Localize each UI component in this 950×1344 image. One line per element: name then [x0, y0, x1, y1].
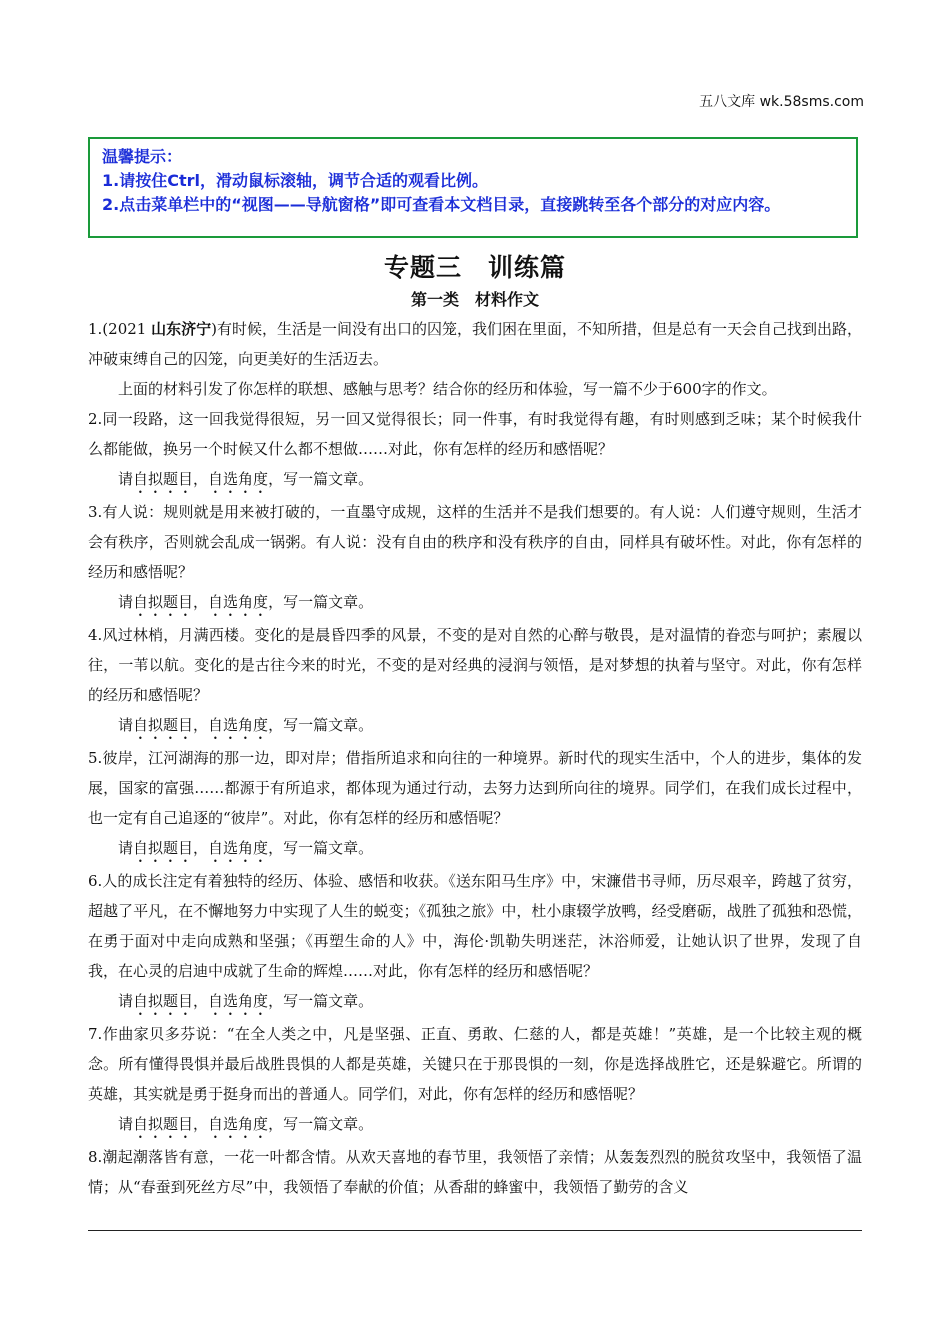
- question-5-instruction: 请自拟题目，自选角度，写一篇文章。: [118, 839, 374, 857]
- site-label: 五八文库 wk.58sms.com: [699, 94, 864, 110]
- tips-line-2: 2.点击菜单栏中的“视图——导航窗格”即可查看本文档目录，直接跳转至各个部分的对应内容。: [102, 195, 781, 214]
- footer-divider: [88, 1230, 862, 1231]
- question-3-instruction: 请自拟题目，自选角度，写一篇文章。: [118, 593, 374, 611]
- question-6: 6.人的成长注定有着独特的经历、体验、感悟和收获。《送东阳马生序》中，宋濂借书寻师，历尽艰辛，跨越了贫穷，超越了平凡，在不懈地努力中实现了人生的蜕变；《孤独之旅》中，杜小康辍学放鸭，经受磨砺，战胜了孤独和恐慌，在勇于面对中走向成熟和坚强；《再塑生命的人》中，海伦·凯勒失明迷茫，沐浴师爱，让她认识了世界，发现了自我，在心灵的启迪中成就了生命的辉煌……对此，你有怎样的经历和感悟呢？: [88, 872, 862, 980]
- question-7: 7.作曲家贝多芬说：“在全人类之中，凡是坚强、正直、勇敢、仁慈的人，都是英雄！”英雄，是一个比较主观的概念。所有懂得畏惧并最后战胜畏惧的人都是英雄，关键只在于那畏惧的一刻，你是选择战胜它，还是躲避它。所谓的英雄，其实就是勇于挺身而出的普通人。同学们，对此，你有怎样的经历和感悟呢？: [88, 1025, 862, 1103]
- tips-heading: 温馨提示：: [102, 147, 183, 166]
- source-label: 山东济宁: [151, 320, 212, 338]
- question-8: 8.潮起潮落皆有意，一花一叶都含情。从欢天喜地的春节里，我领悟了亲情；从轰轰烈烈的脱贫攻坚中，我领悟了温情；从“春蚕到死丝方尽”中，我领悟了奉献的价值；从香甜的蜂蜜中，我领悟了勤劳的含义: [88, 1148, 862, 1196]
- question-2-instruction: 请自拟题目，自选角度，写一篇文章。: [118, 470, 374, 488]
- question-4: 4.风过林梢，月满西楼。变化的是晨昏四季的风景，不变的是对自然的心醉与敬畏，是对温情的眷恋与呵护；素履以往，一苇以航。变化的是古往今来的时光，不变的是对经典的浸润与领悟，是对梦想的执着与坚守。对此，你有怎样的经历和感悟呢？: [88, 626, 862, 704]
- question-7-instruction: 请自拟题目，自选角度，写一篇文章。: [118, 1115, 374, 1133]
- page-title: 专题三 训练篇: [383, 253, 566, 282]
- question-2: 2.同一段路，这一回我觉得很短，另一回又觉得很长；同一件事，有时我觉得有趣，有时则感到乏味；某个时候我什么都能做，换另一个时候又什么都不想做……对此，你有怎样的经历和感悟呢？: [88, 410, 862, 458]
- tips-box: [88, 137, 858, 238]
- question-4-instruction: 请自拟题目，自选角度，写一篇文章。: [118, 716, 374, 734]
- question-3: 3.有人说：规则就是用来被打破的，一直墨守成规，这样的生活并不是我们想要的。有人说：人们遵守规则，生活才会有秩序，否则就会乱成一锅粥。有人说：没有自由的秩序和没有秩序的自由，同样具有破坏性。对此，你有怎样的经历和感悟呢？: [88, 503, 862, 581]
- section-subtitle: 第一类 材料作文: [410, 290, 539, 309]
- question-1-instruction: 上面的材料引发了你怎样的联想、感触与思考？结合你的经历和体验，写一篇不少于600字的作文。: [118, 380, 777, 398]
- question-1: 1.(2021 山东济宁)有时候，生活是一间没有出口的囚笼，我们困在里面，不知所措，但是总有一天会自己找到出路，冲破束缚自己的囚笼，向更美好的生活迈去。: [88, 320, 862, 368]
- question-6-instruction: 请自拟题目，自选角度，写一篇文章。: [118, 992, 374, 1010]
- question-5: 5.彼岸，江河湖海的那一边，即对岸；借指所追求和向往的一种境界。新时代的现实生活中，个人的进步，集体的发展，国家的富强……都源于有所追求，都体现为通过行动，去努力达到所向往的境界。同学们，在我们成长过程中，也一定有自己追逐的“彼岸”。对此，你有怎样的经历和感悟呢？: [88, 749, 862, 827]
- questions-list: [88, 314, 862, 1202]
- tips-line-1: 1.请按住Ctrl，滑动鼠标滚轴，调节合适的观看比例。: [102, 171, 488, 190]
